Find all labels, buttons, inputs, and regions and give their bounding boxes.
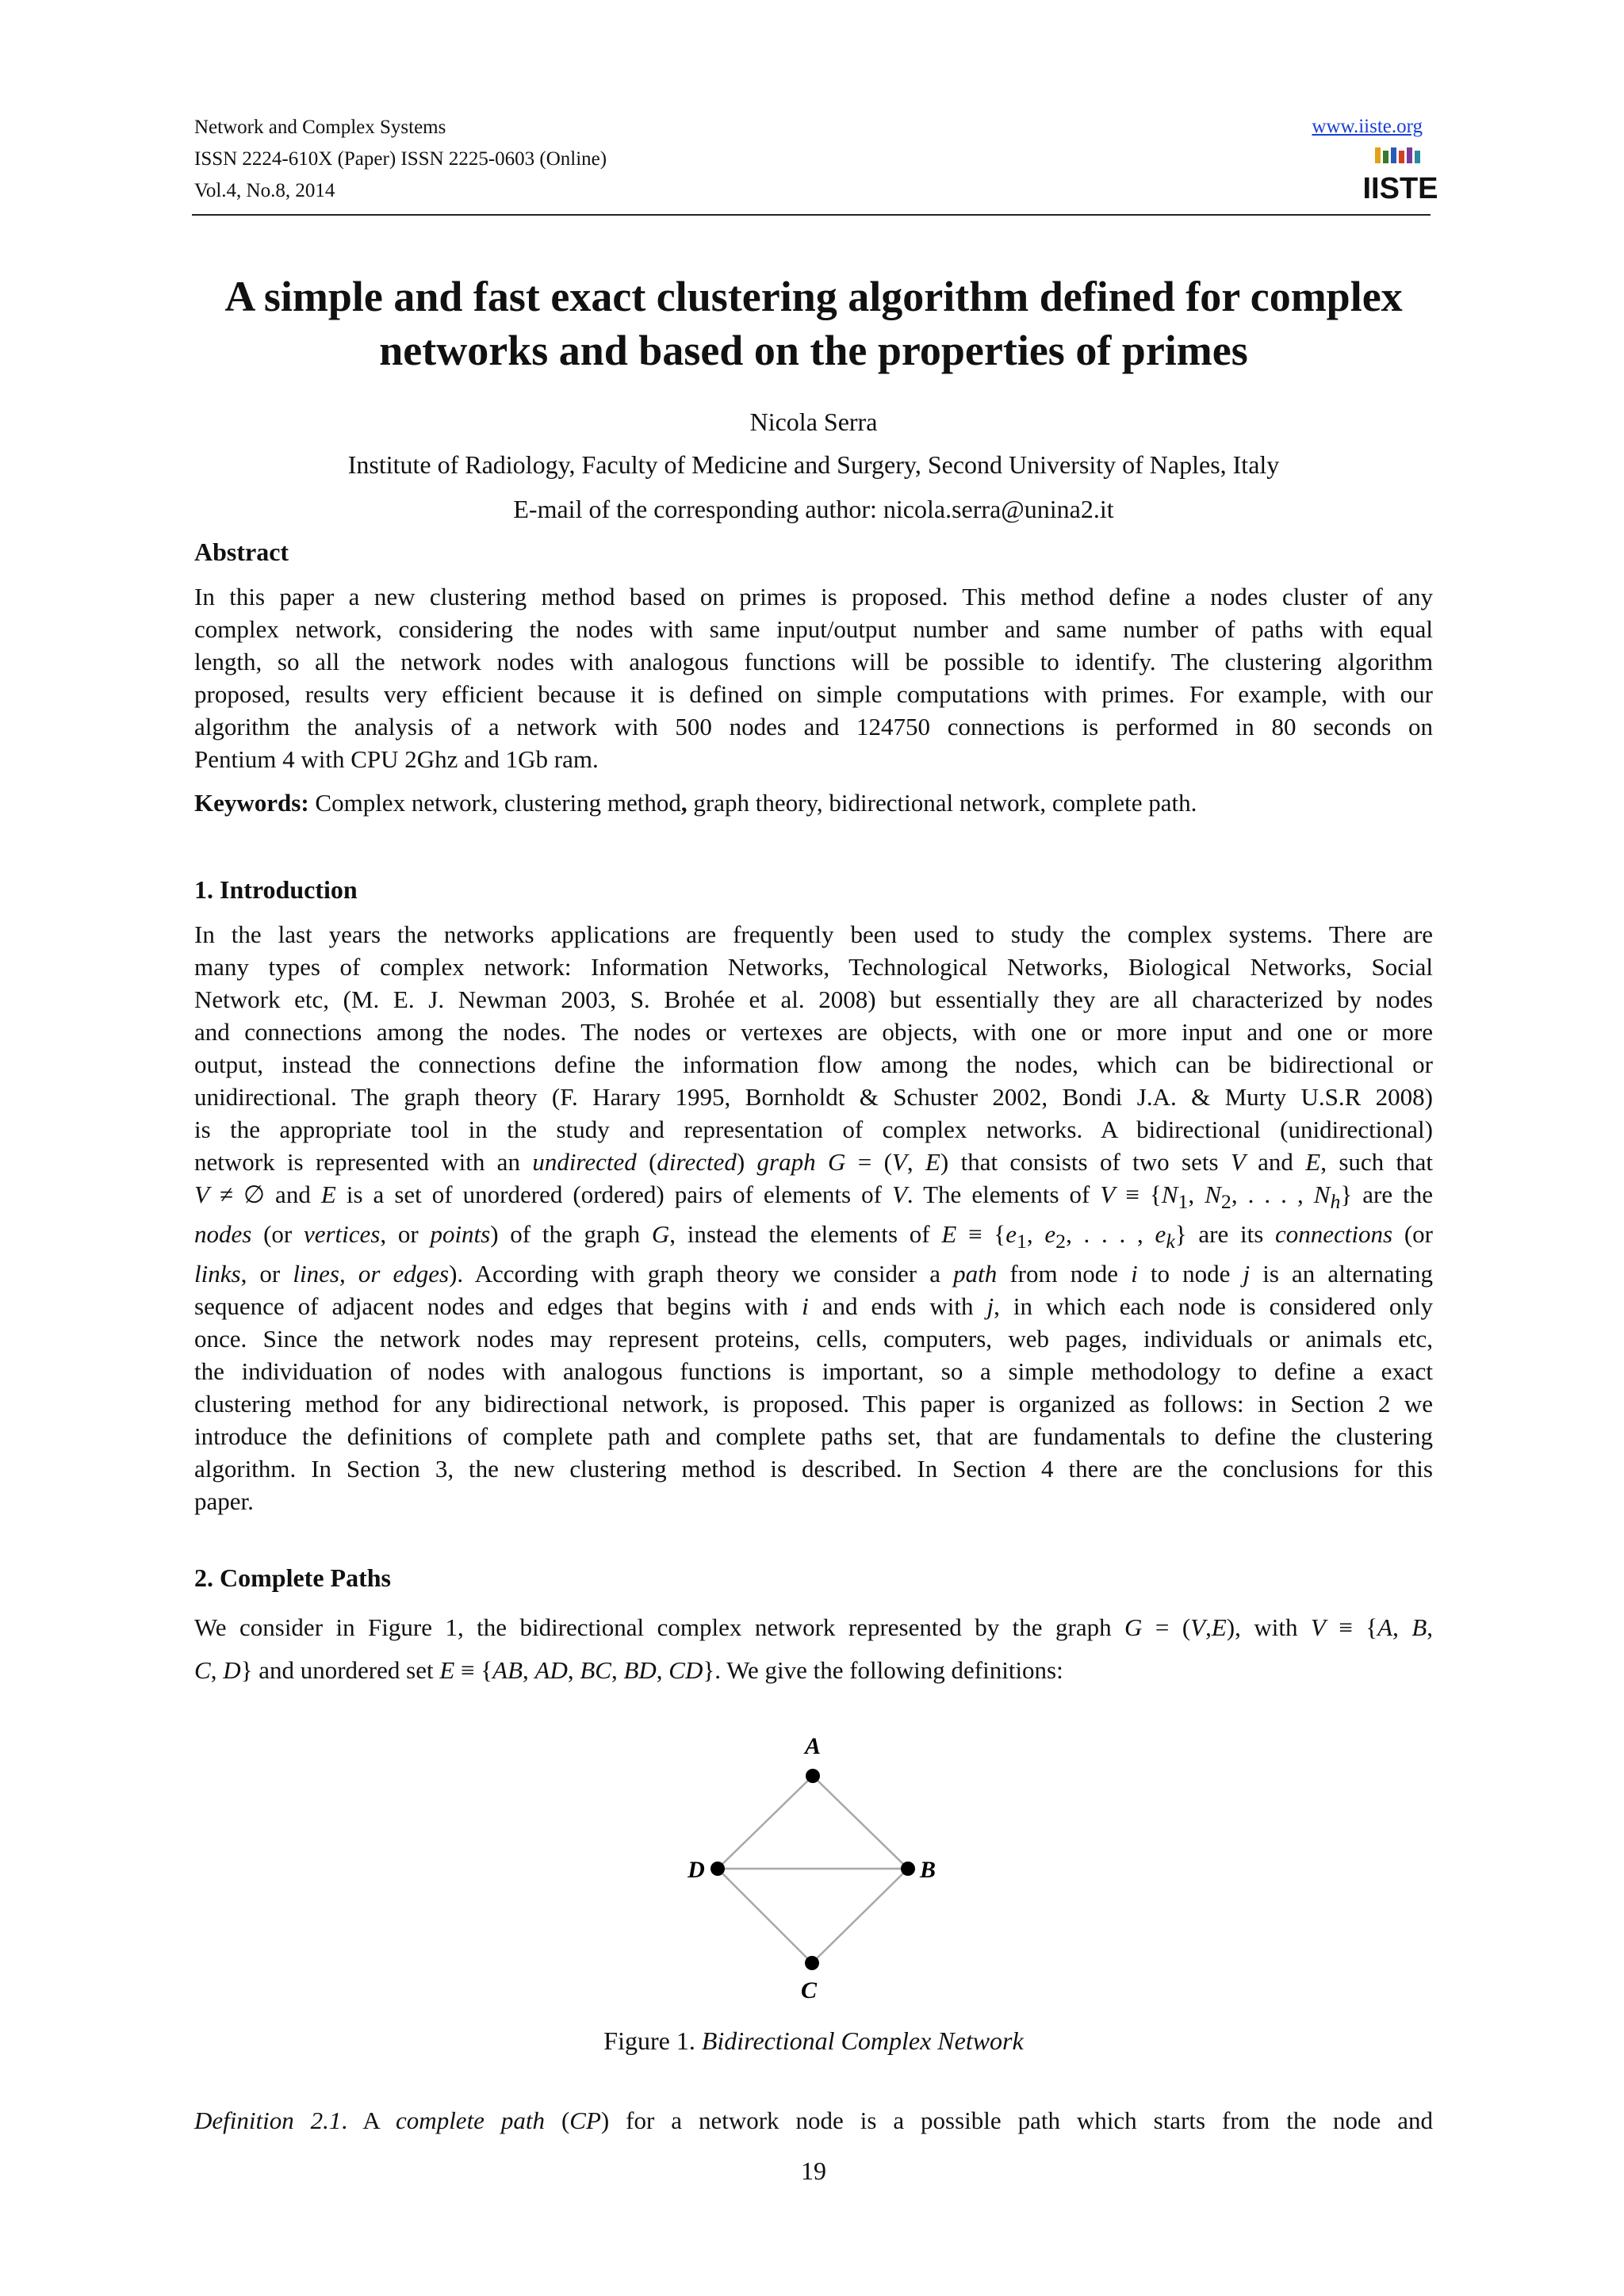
figure-caption: Figure 1. Bidirectional Complex Network xyxy=(603,2026,1024,2055)
intro-line: once. Since the network nodes may represent proteins, cells, computers, web pages, individuals or animals etc, xyxy=(194,1325,1433,1353)
intro-line: clustering method for any bidirectional network, is proposed. This paper is organized as follows: in Section 2 we xyxy=(194,1390,1433,1418)
journal-name: Network and Complex Systems xyxy=(194,117,446,138)
intro-line: paper. xyxy=(194,1487,254,1516)
volume-line: Vol.4, No.8, 2014 xyxy=(194,180,335,201)
intro-line: network is represented with an undirected (directed) graph G = (V, E) that consists of two sets V and E, such that xyxy=(194,1148,1434,1176)
intro-line: unidirectional. The graph theory (F. Harary 1995, Bornholdt & Schuster 2002, Bondi J.A. & Murty U.S.R 2008) xyxy=(194,1083,1433,1111)
iiste-logo xyxy=(1362,146,1438,205)
intro-line: In the last years the networks applications are frequently been used to study the complex systems. There are xyxy=(194,920,1433,948)
intro-line: Network etc, (M. E. J. Newman 2003, S. Brohée et al. 2008) but essentially they are all characterized by nodes xyxy=(194,985,1433,1013)
paper-title xyxy=(194,270,1433,377)
abstract-line: proposed, results very efficient because it is defined on simple computations with primes. For example, with our xyxy=(194,680,1433,708)
abstract-heading: Abstract xyxy=(194,538,289,566)
logo-text: IISTE xyxy=(1362,172,1438,205)
keywords-text: Complex network, clustering method xyxy=(308,789,681,817)
abstract-body xyxy=(194,580,1433,775)
abstract-line: Pentium 4 with CPU 2Ghz and 1Gb ram. xyxy=(194,745,599,773)
introduction-heading: 1. Introduction xyxy=(194,875,358,904)
intro-line: many types of complex network: Information Networks, Technological Networks, Biological Networks, Social xyxy=(194,953,1433,981)
journal-website-link[interactable]: www.iiste.org xyxy=(1312,116,1423,137)
intro-line: output, instead the connections define the information flow among the nodes, which can be bidirectional or xyxy=(194,1050,1433,1078)
complete-paths-body xyxy=(194,1606,1433,1692)
intro-line: algorithm. In Section 3, the new clustering method is described. In Section 4 there are the conclusions for this xyxy=(194,1455,1433,1483)
keywords-text: graph theory, bidirectional network, complete path. xyxy=(687,789,1197,817)
keywords-line xyxy=(194,786,1197,819)
abstract-line: complex network, considering the nodes with same input/output number and same number of paths with equal xyxy=(194,615,1433,643)
definition-2-1 xyxy=(194,2104,1433,2137)
intro-line: V ≠ ∅ and E is a set of unordered (ordered) pairs of elements of V. The elements of $V \equiv \{N_1$, $N_2$, . . . , $N_h$} are the xyxy=(194,1181,1434,1214)
node-b-label: B xyxy=(919,1857,936,1883)
node-a-label: A xyxy=(804,1733,822,1759)
node-a xyxy=(806,1769,820,1783)
abstract-line: algorithm the analysis of a network with 500 nodes and 124750 connections is performed in 80 seconds on xyxy=(194,713,1433,740)
complete-paths-heading: 2. Complete Paths xyxy=(194,1563,391,1592)
section2-line: C, D} and unordered set E ≡ {AB, AD, BC, BD, CD}. We give the following definitions: xyxy=(194,1656,1063,1684)
intro-line: introduce the definitions of complete path and complete paths set, that are fundamentals to define the clustering xyxy=(194,1422,1433,1451)
title-line-2: networks and based on the properties of primes xyxy=(379,327,1248,374)
keywords-comma: , xyxy=(680,789,688,817)
corresponding-email: E-mail of the corresponding author: nicola.serra@unina2.it xyxy=(513,495,1114,523)
intro-line: sequence of adjacent nodes and edges that begins with i and ends with j, in which each node is considered only xyxy=(194,1292,1433,1321)
intro-line: and connections among the nodes. The nodes or vertexes are objects, with one or more input and one or more xyxy=(194,1018,1433,1046)
intro-line: nodes (or vertices, or points) of the graph G, instead the elements of $E \equiv \{e_1$, $e_2$, . . . , $e_k$} are its connections (or xyxy=(194,1220,1434,1253)
node-c-label: C xyxy=(800,1977,818,2003)
title-line-1: A simple and fast exact clustering algorithm defined for complex xyxy=(224,273,1403,320)
intro-line: links, or lines, or edges). According with graph theory we consider a path from node i to node j is an alternating xyxy=(194,1260,1433,1288)
abstract-line: In this paper a new clustering method based on primes is proposed. This method define a nodes cluster of any xyxy=(194,583,1433,610)
node-d-label: D xyxy=(688,1857,705,1883)
edge-ab xyxy=(813,1776,908,1869)
node-b xyxy=(901,1862,915,1876)
page-number: 19 xyxy=(801,2156,826,2185)
intro-line: is the appropriate tool in the study and representation of complex networks. A bidirectional (unidirectional) xyxy=(194,1115,1433,1143)
abstract-line: length, so all the network nodes with analogous functions will be possible to identify. The clustering algorithm xyxy=(194,648,1433,675)
definition-line: Definition 2.1. A complete path (CP) for a network node is a possible path which starts from the node and xyxy=(194,2107,1434,2134)
edge-ad xyxy=(718,1776,813,1869)
intro-line: the individuation of nodes with analogous functions is important, so a simple methodology to define a exact xyxy=(194,1357,1433,1386)
node-d xyxy=(710,1862,725,1876)
introduction-body xyxy=(194,918,1433,1517)
node-c xyxy=(805,1956,819,1970)
issn-line: ISSN 2224-610X (Paper) ISSN 2225-0603 (Online) xyxy=(194,148,607,170)
section2-line: We consider in Figure 1, the bidirectional complex network represented by the graph G = (V,E), with V ≡ {A, B, xyxy=(194,1613,1433,1641)
keywords-label: Keywords: xyxy=(194,789,309,817)
header-rule xyxy=(192,214,1431,216)
edge-bc xyxy=(812,1869,908,1963)
edge-cd xyxy=(718,1869,812,1963)
network-graph-figure xyxy=(674,1728,944,2006)
author-name: Nicola Serra xyxy=(749,408,878,436)
affiliation: Institute of Radiology, Faculty of Medicine and Surgery, Second University of Naples, Italy xyxy=(347,450,1280,479)
